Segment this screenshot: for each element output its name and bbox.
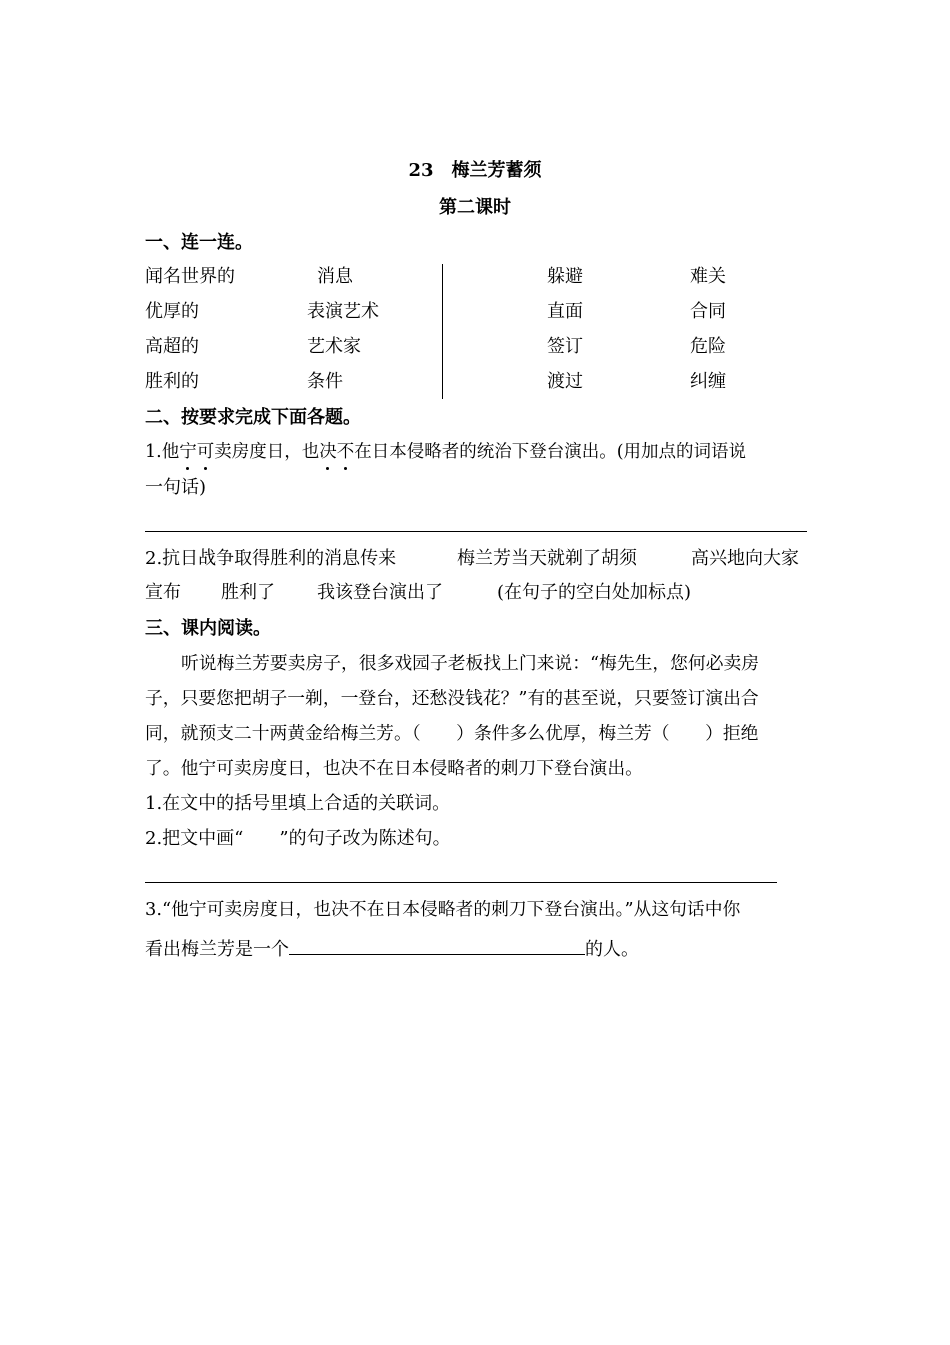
question-3-3: 3.“他宁可卖房度日，也决不在日本侵略者的刺刀下登台演出。”从这句话中你 (145, 899, 741, 920)
q2-part: 高兴地向大家 (691, 548, 799, 569)
q2-part: 我该登台演出了 (317, 582, 443, 603)
answer-line[interactable] (145, 882, 777, 883)
match-left-target: 条件 (307, 371, 343, 392)
q2-part: 2.抗日战争取得胜利的消息传来 (145, 548, 397, 569)
dotted-word-char: 决 (319, 442, 337, 462)
section2-heading: 二、按要求完成下面各题。 (145, 407, 361, 428)
question-text: 在日本侵略者的统治下登台演出。(用加点的词语说 (354, 442, 747, 462)
passage-line: 听说梅兰芳要卖房子，很多戏园子老板找上门来说：“梅先生，您何必卖房 (181, 653, 760, 674)
fill-in-blank[interactable] (289, 936, 585, 955)
match-left-item: 胜利的 (145, 371, 199, 392)
question-2-1-cont: 一句话) (145, 477, 207, 498)
match-left-item: 闻名世界的 (145, 266, 235, 287)
question-text: 卖房度日，也 (214, 442, 320, 462)
match-left-target: 表演艺术 (307, 301, 379, 322)
match-left-item: 优厚的 (145, 301, 199, 322)
dotted-word-char: 宁 (179, 442, 197, 462)
section1-heading: 一、连一连。 (145, 232, 253, 253)
question-text: 的人。 (585, 939, 639, 960)
match-right-item: 签订 (547, 336, 583, 357)
q2-instruction: (在句子的空白处加标点) (497, 582, 692, 603)
match-right-target: 难关 (690, 266, 726, 287)
q2-part: 宣布 (145, 582, 181, 603)
dotted-word-char: 可 (196, 442, 215, 462)
page-subtitle: 第二课时 (439, 197, 511, 218)
passage-line: 同，就预支二十两黄金给梅兰芳。（ ）条件多么优厚，梅兰芳（ ）拒绝 (145, 723, 759, 744)
match-right-item: 躲避 (547, 266, 583, 287)
section3-heading: 三、课内阅读。 (145, 618, 271, 639)
column-divider (442, 264, 443, 399)
question-text: 1.他 (145, 442, 180, 462)
question-3-3-cont (145, 936, 639, 959)
answer-line[interactable] (145, 531, 807, 532)
match-right-target: 危险 (690, 336, 726, 357)
passage-line: 了。他宁可卖房度日，也决不在日本侵略者的刺刀下登台演出。 (145, 758, 643, 779)
match-left-target: 消息 (317, 266, 353, 287)
match-left-target: 艺术家 (307, 336, 361, 357)
q2-part: 梅兰芳当天就剃了胡须 (457, 548, 637, 569)
match-right-item: 直面 (547, 301, 583, 322)
question-2-1 (145, 444, 746, 462)
match-right-target: 合同 (690, 301, 726, 322)
match-right-item: 渡过 (547, 371, 583, 392)
page-title: 23 梅兰芳蓄须 (408, 160, 542, 181)
question-3-1: 1.在文中的括号里填上合适的关联词。 (145, 793, 451, 814)
q2-part: 胜利了 (221, 582, 275, 603)
question-text: 看出梅兰芳是一个 (145, 939, 289, 960)
match-left-item: 高超的 (145, 336, 199, 357)
dotted-word-char: 不 (336, 442, 355, 462)
question-3-2: 2.把文中画“ ”的句子改为陈述句。 (145, 828, 451, 849)
passage-line: 子，只要您把胡子一剃，一登台，还愁没钱花？”有的甚至说，只要签订演出合 (145, 688, 759, 709)
match-right-target: 纠缠 (690, 371, 726, 392)
